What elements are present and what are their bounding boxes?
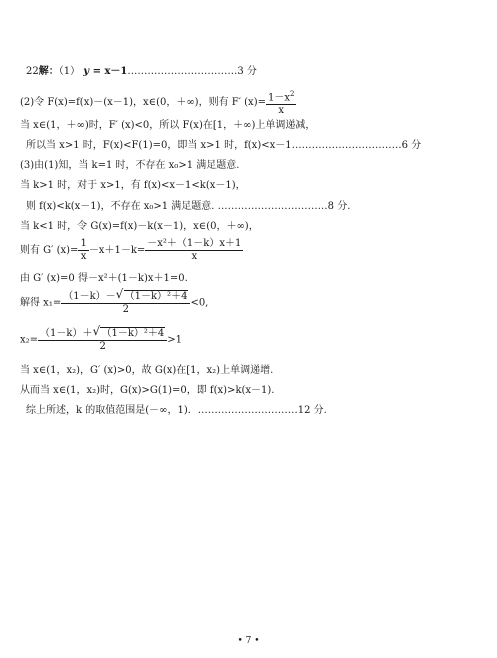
G-frac1-den: x — [80, 251, 87, 262]
eq-rest: = x－1 — [89, 66, 128, 77]
line-k-gt-1: 当 k>1 时，对于 x>1，有 f(x)<x－1<k(x－1)， — [20, 180, 246, 191]
line-therefore: 从而当 x∈(1，x₂)时，G(x)>G(1)=0，即 f(x)>k(x－1). — [20, 385, 275, 396]
F-den: x — [278, 105, 285, 117]
line-score-8: 则 f(x)<k(x－1)，不存在 x₀>1 满足题意. ……………………………8 分. — [26, 201, 351, 212]
line-x2 — [20, 324, 182, 353]
x1-num-a: （1－k）－ — [63, 291, 116, 302]
x2-den: 2 — [99, 341, 106, 352]
line-part3-k1: (3)由(1)知，当 k=1 时，不存在 x₀>1 满足题意. — [20, 160, 240, 171]
G-frac2-den: x — [191, 251, 198, 262]
line-22-part1 — [26, 66, 257, 78]
x2-fraction — [38, 324, 167, 353]
G-frac2-num: －x²＋（1－k）x＋1 — [147, 238, 242, 249]
line-increasing: 当 x∈(1，x₂)，G′ (x)>0，故 G(x)在[1，x₂)上单调递增. — [20, 365, 274, 376]
F-def: (2)令 F(x)=f(x)－(x－1)，x∈(0，＋∞)，则有 F′ (x)= — [20, 97, 266, 109]
line-part2-F — [20, 88, 296, 117]
x2-radicand: （1－k）²＋4 — [101, 328, 165, 339]
G-frac1-num: 1 — [80, 238, 87, 249]
x2-radical: √ （1－k）²＋4 — [92, 324, 165, 339]
line-decreasing: 当 x∈(1，＋∞)时，F′ (x)<0，所以 F(x)在[1，＋∞)上单调递减， — [20, 120, 316, 131]
part-label: （1） — [58, 66, 81, 77]
G-frac1 — [78, 238, 88, 263]
G-mid: －x＋1－k= — [88, 245, 146, 256]
x2-num-a: （1－k）＋ — [40, 328, 93, 339]
line-G-prime — [20, 238, 243, 263]
eq-y: y — [83, 66, 90, 77]
x1-radicand: （1－k）²＋4 — [124, 291, 188, 302]
line-score-6: 所以当 x>1 时，F(x)<F(1)=0，即当 x>1 时，f(x)<x－1……………………………6 分 — [26, 140, 422, 151]
x1-radical: √ （1－k）²＋4 — [115, 287, 188, 302]
page-number: • 7 • — [237, 636, 260, 646]
problem-number: 22 — [26, 66, 39, 77]
line-score-12: 综上所述，k 的取值范围是(－∞，1)．…………………………12 分. — [26, 405, 327, 416]
G-prime-lhs: 则有 G′ (x)= — [20, 245, 79, 256]
line-G-zero: 由 G′ (x)=0 得－x²＋(1－k)x＋1=0. — [20, 273, 188, 284]
G-frac2 — [145, 238, 243, 263]
x1-lhs: 解得 x₁= — [20, 297, 62, 309]
F-prime-fraction — [266, 88, 296, 117]
F-num-sup: 2 — [290, 90, 295, 98]
line-x1 — [20, 287, 209, 316]
solution-label: 解： — [38, 66, 59, 77]
score-3: ……………………………3 分 — [127, 66, 257, 77]
x2-rhs: >1 — [167, 334, 182, 346]
F-num: 1－x — [267, 92, 290, 104]
x1-den: 2 — [122, 304, 130, 315]
x1-rhs: <0, — [190, 297, 209, 309]
x2-lhs: x₂= — [20, 334, 39, 346]
line-k-lt-1: 当 k<1 时，令 G(x)=f(x)－k(x－1)，x∈(0，＋∞)， — [20, 221, 259, 232]
x1-fraction — [61, 287, 190, 316]
